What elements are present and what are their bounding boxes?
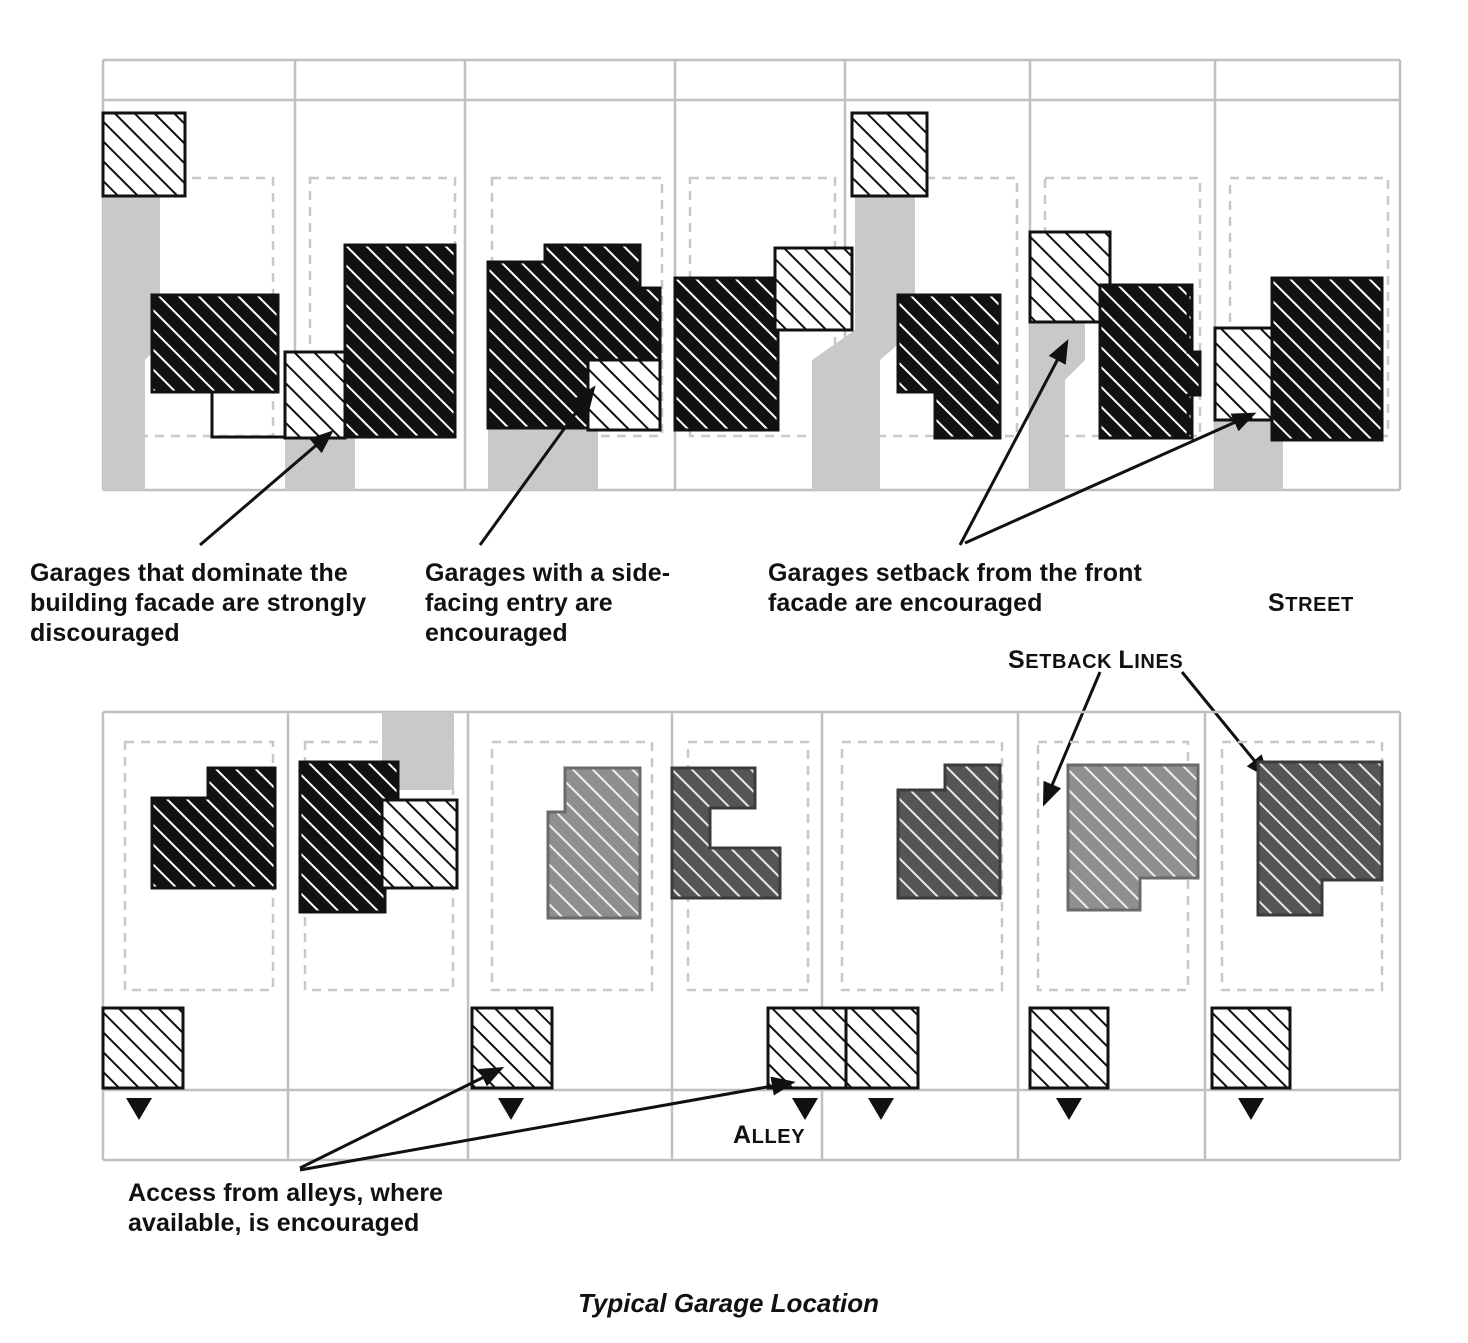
bottom-houses	[152, 762, 1382, 918]
alley-access-markers	[126, 1098, 1264, 1120]
lot-2-top	[488, 245, 660, 430]
label-alley-access: Access from alleys, where available, is encouraged	[128, 1179, 444, 1237]
label-setback-lines: SETBACK LINES	[1008, 646, 1184, 674]
alley-garages	[103, 1008, 1290, 1088]
label-alley: ALLEY	[733, 1121, 806, 1149]
label-side-facing-entry: Garages with a side-facing entry are encouraged	[425, 559, 671, 647]
lot-5-top	[1215, 278, 1382, 440]
label-setback-encouraged: Garages setback from the front facade are encouraged	[768, 559, 1142, 617]
figure-caption: Typical Garage Location	[578, 1288, 880, 1318]
label-garages-dominate: Garages that dominate the building facade are strongly discouraged	[30, 559, 367, 647]
label-street: STREET	[1268, 589, 1354, 617]
